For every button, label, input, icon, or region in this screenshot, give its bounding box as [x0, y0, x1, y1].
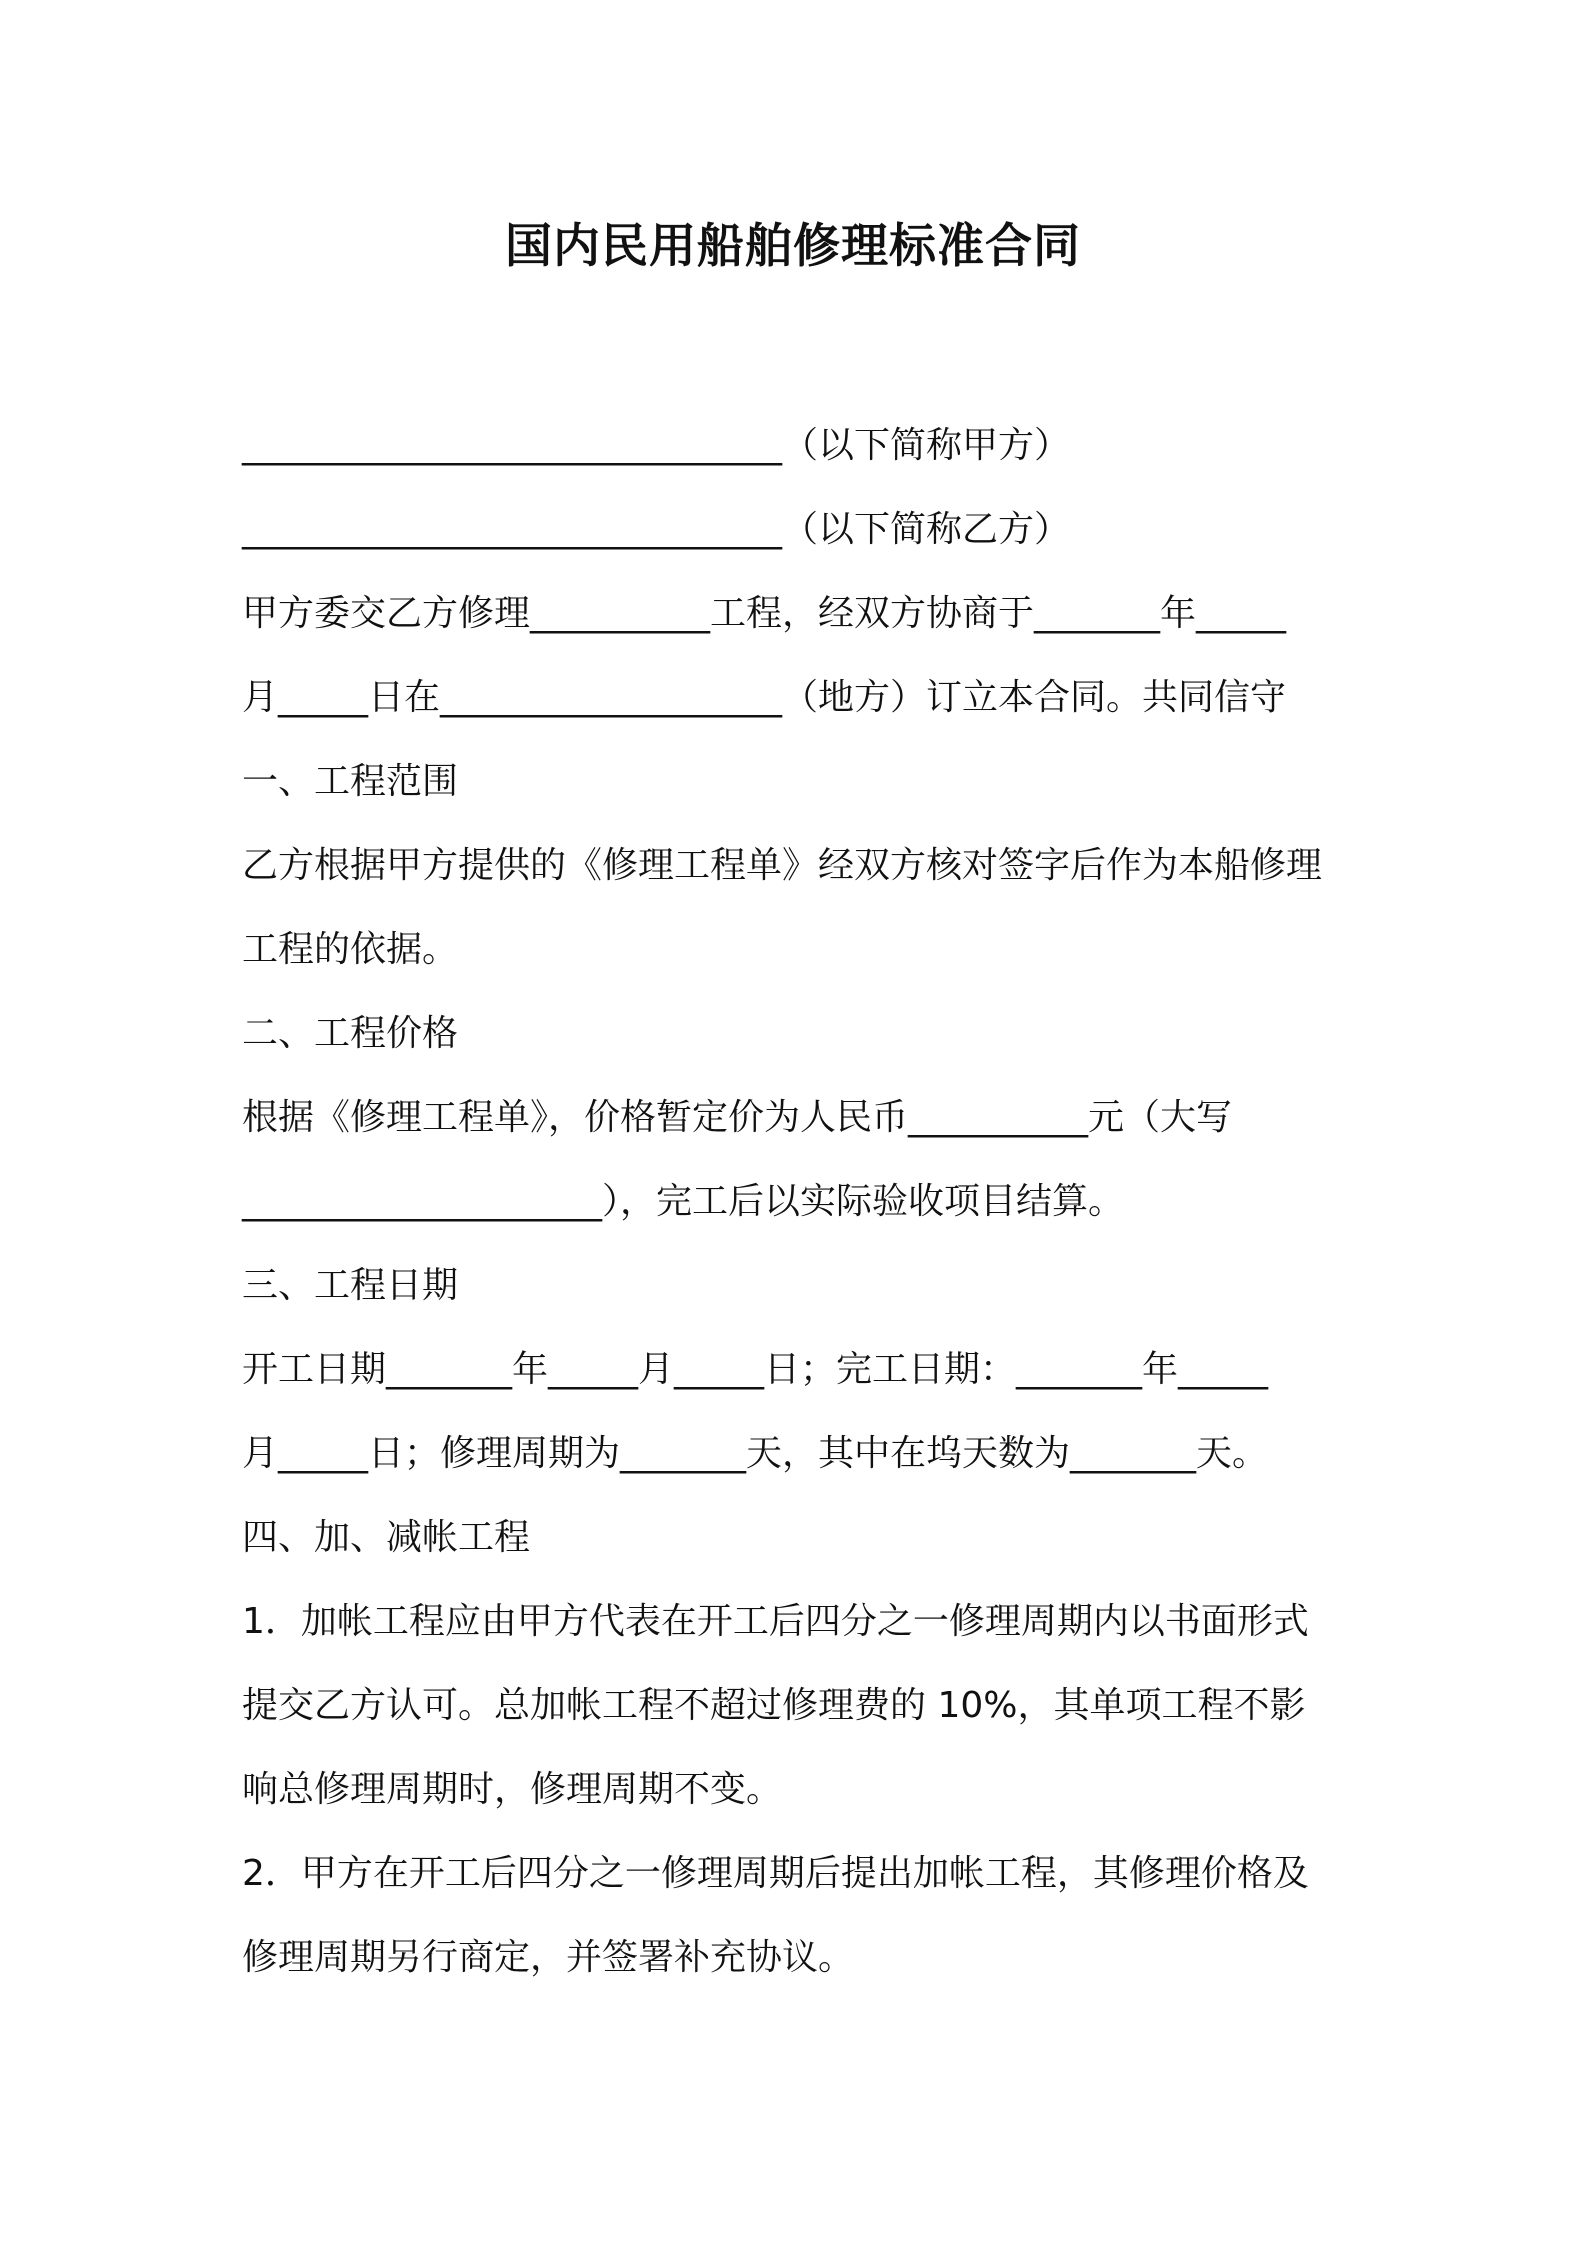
- price-paragraph-line-2: ____________________），完工后以实际验收项目结算。: [242, 1181, 1125, 1222]
- preamble-line-2: 月_____日在___________________（地方）订立本合同。共同信守: [242, 677, 1287, 718]
- price-paragraph-line-1: 根据《修理工程单》，价格暂定价为人民币__________元（大写: [242, 1097, 1233, 1138]
- preamble-line-1: 甲方委交乙方修理__________工程，经双方协商于_______年_____: [242, 593, 1287, 634]
- section-heading-dates: 三、工程日期: [242, 1265, 459, 1306]
- party-a-line: ______________________________（以下简称甲方）: [242, 425, 1071, 466]
- section-heading-scope: 一、工程范围: [242, 761, 459, 802]
- section-heading-adjustments: 四、加、减帐工程: [242, 1517, 531, 1558]
- dates-paragraph-line-1: 开工日期_______年_____月_____日；完工日期：_______年_____: [242, 1349, 1269, 1390]
- clause-1-line-1: 1．加帐工程应由甲方代表在开工后四分之一修理周期内以书面形式: [242, 1601, 1309, 1642]
- contract-body: [242, 404, 1362, 2000]
- dates-paragraph-line-2: 月_____日；修理周期为_______天，其中在坞天数为_______天。: [242, 1433, 1269, 1474]
- section-heading-price: 二、工程价格: [242, 1013, 459, 1054]
- clause-1-line-3: 响总修理周期时，修理周期不变。: [242, 1769, 783, 1810]
- scope-paragraph-line-1: 乙方根据甲方提供的《修理工程单》经双方核对签字后作为本船修理: [242, 845, 1323, 886]
- clause-2-line-2: 修理周期另行商定，并签署补充协议。: [242, 1937, 855, 1978]
- party-b-line: ______________________________（以下简称乙方）: [242, 509, 1071, 550]
- clause-1-line-2: 提交乙方认可。总加帐工程不超过修理费的 10%，其单项工程不影: [242, 1685, 1306, 1726]
- scope-paragraph-line-2: 工程的依据。: [242, 929, 459, 970]
- clause-2-line-1: 2．甲方在开工后四分之一修理周期后提出加帐工程，其修理价格及: [242, 1853, 1309, 1894]
- document-title: 国内民用船舶修理标准合同: [505, 219, 1081, 274]
